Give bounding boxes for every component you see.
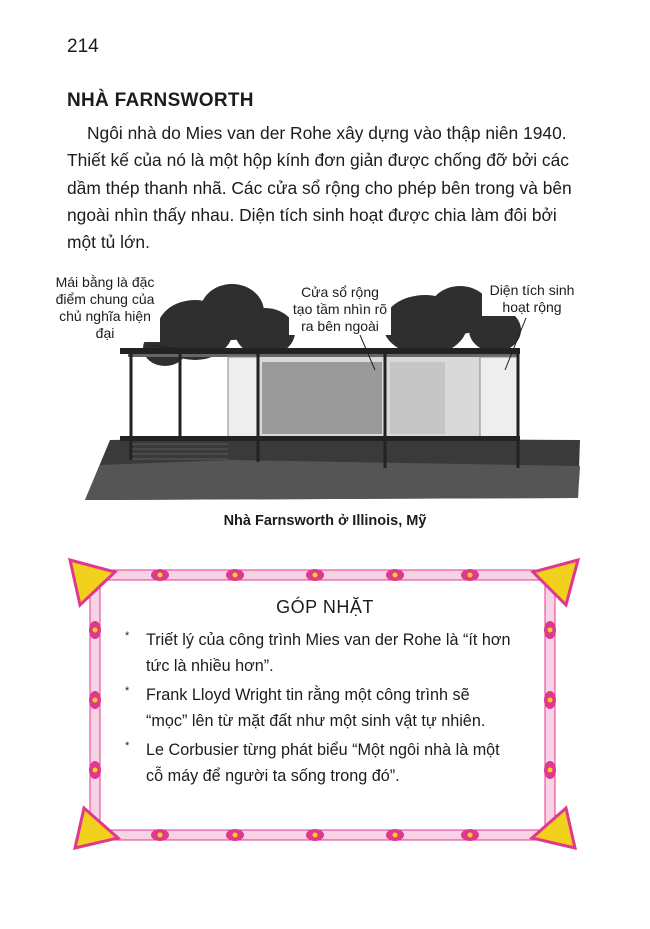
- intro-paragraph: Ngôi nhà do Mies van der Rohe xây dựng vào thập niên 1940. Thiết kế của nó là một hộp kính đơn giản được chống đỡ bởi các dầm thép thanh nhã. Các cửa sổ rộng cho phép bên trong và bên ngoài nhìn thấy nhau. Diện tích sinh hoạt được chia làm đôi bởi một tủ lớn.: [67, 123, 572, 253]
- fact-item: [122, 628, 512, 679]
- annotation-living-area: Diện tích sinh hoạt rộng: [482, 282, 582, 316]
- annotation-flat-roof: Mái bằng là đặc điểm chung của chủ nghĩa hiện đại: [50, 274, 160, 342]
- fact-list: [122, 628, 512, 793]
- fact-text: Frank Lloyd Wright tin rằng một công trình sẽ “mọc” lên từ mặt đất như một sinh vật tự nhiên.: [146, 686, 486, 730]
- fact-item: [122, 683, 512, 734]
- page-number: 214: [67, 36, 99, 57]
- figure-caption: Nhà Farnsworth ở Illinois, Mỹ: [223, 513, 427, 529]
- annotation-wide-window: Cửa sổ rộng tạo tầm nhìn rõ ra bên ngoài: [289, 284, 391, 335]
- fact-text: Le Corbusier từng phát biểu “Một ngôi nhà là một cỗ máy để người ta sống trong đó”.: [146, 741, 500, 785]
- sidebar-title: GÓP NHẶT: [276, 597, 374, 617]
- bullet-star-icon: *: [125, 740, 130, 752]
- bullet-star-icon: *: [125, 685, 130, 697]
- bullet-star-icon: *: [125, 630, 130, 642]
- page-title: NHÀ FARNSWORTH: [67, 90, 254, 111]
- fact-item: [122, 738, 512, 789]
- fact-text: Triết lý của công trình Mies van der Rohe là “ít hơn tức là nhiều hơn”.: [146, 631, 511, 675]
